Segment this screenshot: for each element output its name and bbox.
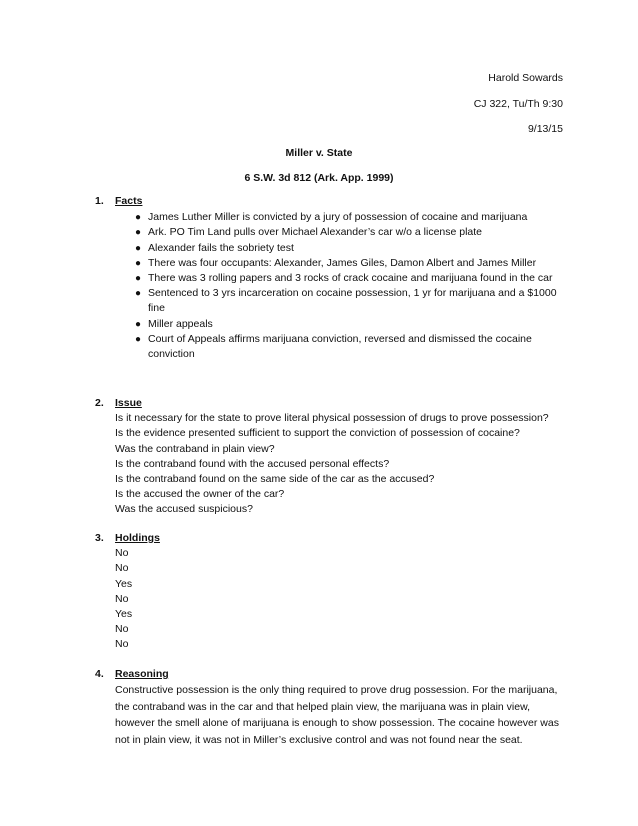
- holding-line: Yes: [115, 608, 133, 621]
- bullet-icon: ●: [135, 227, 142, 239]
- facts-list: [95, 210, 575, 362]
- holding-line: No: [115, 638, 129, 651]
- issue-line: Is the evidence presented sufficient to support the conviction of possession of cocaine?: [115, 427, 520, 440]
- bullet-icon: ●: [135, 318, 142, 330]
- reasoning-section: [95, 667, 575, 748]
- bullet-icon: ●: [135, 257, 142, 269]
- list-item: ● James Luther Miller is convicted by a jury of possession of cocaine and marijuana: [135, 210, 575, 225]
- holding-line: No: [115, 547, 129, 560]
- facts-section: [95, 194, 575, 362]
- list-item: ● Sentenced to 3 yrs incarceration on cocaine possession, 1 yr for marijuana and a $1000 fine: [135, 287, 557, 315]
- course-info: CJ 322, Tu/Th 9:30: [473, 98, 563, 110]
- holding-line: No: [115, 592, 129, 605]
- bullet-icon: ●: [135, 212, 142, 224]
- case-citation: 6 S.W. 3d 812 (Ark. App. 1999): [244, 172, 394, 184]
- issue-number: 2.: [95, 397, 104, 409]
- list-item: ● Miller appeals: [135, 317, 575, 332]
- case-title: Miller v. State: [285, 147, 353, 159]
- issue-line: Was the accused suspicious?: [115, 503, 253, 516]
- facts-heading: [95, 194, 575, 209]
- list-item: ● Ark. PO Tim Land pulls over Michael Alexander’s car w/o a license plate: [135, 225, 575, 240]
- holding-line: Yes: [115, 577, 133, 590]
- bullet-icon: ●: [135, 288, 142, 300]
- holding-line: No: [115, 623, 129, 636]
- bullet-icon: ●: [135, 333, 142, 345]
- author-name: Harold Sowards: [488, 72, 563, 84]
- reasoning-label: Reasoning: [115, 668, 169, 680]
- holdings-number: 3.: [95, 532, 104, 544]
- issue-line: Is the accused the owner of the car?: [115, 488, 285, 501]
- issue-line: Was the contraband in plain view?: [115, 442, 275, 455]
- issue-line: Is the contraband found on the same side of the car as the accused?: [115, 473, 435, 486]
- issue-lines: [115, 411, 575, 517]
- holdings-heading: [95, 531, 575, 546]
- reasoning-text: Constructive possession is the only thing required to prove drug possession. For the marijuana, the contraband was in the car and that helped plain view, the marijuana was in plain view, however the smell alone of marijuana is enough to show possession. The cocaine however was not in plain view, it was not in Miller’s exclusive control and was not found near the seat.: [115, 684, 559, 746]
- issue-label: Issue: [115, 397, 142, 409]
- holdings-section: [95, 531, 575, 653]
- list-item: ● Court of Appeals affirms marijuana conviction, reversed and dismissed the cocaine conviction: [135, 332, 532, 361]
- issue-heading: [95, 396, 575, 411]
- facts-number: 1.: [95, 195, 104, 207]
- bullet-icon: ●: [135, 242, 142, 254]
- holdings-label: Holdings: [115, 532, 160, 544]
- issue-line: Is it necessary for the state to prove literal physical possession of drugs to prove possession?: [115, 412, 549, 425]
- document-date: 9/13/15: [527, 123, 563, 135]
- reasoning-number: 4.: [95, 668, 104, 680]
- bullet-icon: ●: [135, 273, 142, 285]
- list-item: ● There was 3 rolling papers and 3 rocks of crack cocaine and marijuana found in the car: [135, 271, 575, 286]
- issue-line: Is the contraband found with the accused personal effects?: [115, 457, 390, 470]
- holding-line: No: [115, 562, 129, 575]
- list-item: ● Alexander fails the sobriety test: [135, 241, 575, 256]
- facts-label: Facts: [115, 195, 143, 207]
- list-item: ● There was four occupants: Alexander, James Giles, Damon Albert and James Miller: [135, 256, 575, 271]
- issue-section: [95, 396, 575, 518]
- holdings-lines: [115, 546, 575, 652]
- reasoning-heading: [95, 667, 575, 682]
